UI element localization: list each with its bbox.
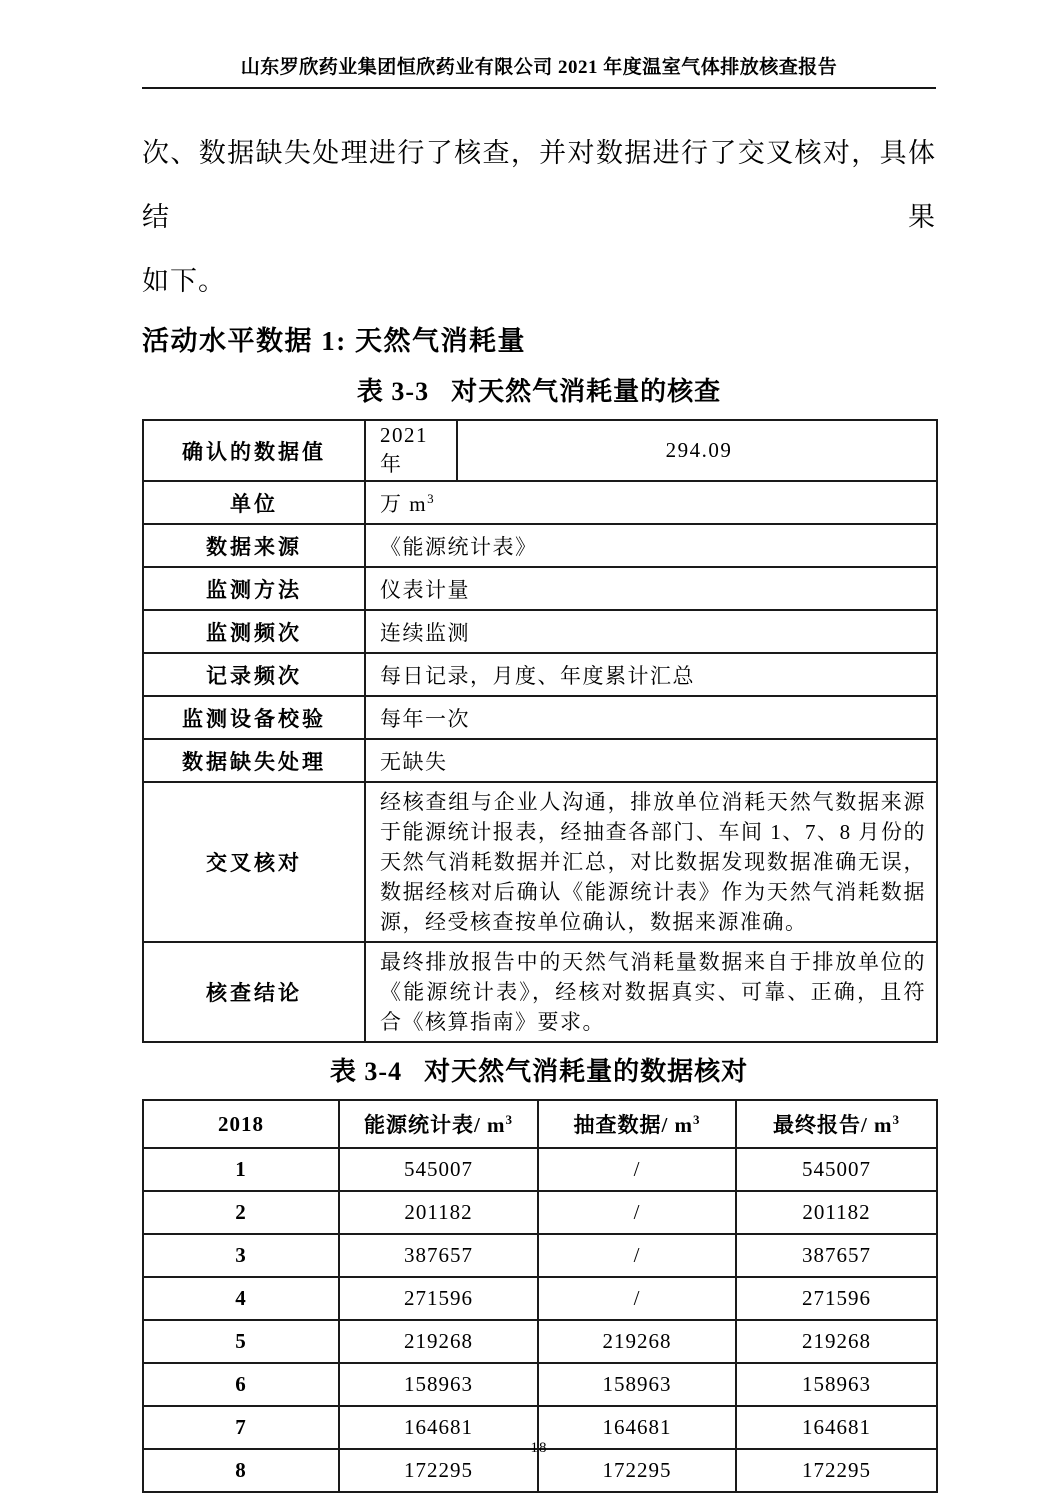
table33-title-number: 表 3-3 xyxy=(356,377,430,406)
verification-table-body xyxy=(143,420,937,1042)
row-label: 交叉核对 xyxy=(143,782,365,942)
table-row xyxy=(143,696,937,739)
row-index-cell: 2 xyxy=(143,1191,339,1234)
column-header-final-report xyxy=(736,1100,937,1148)
data-cell: 201182 xyxy=(736,1191,937,1234)
data-cell: 219268 xyxy=(339,1320,538,1363)
data-cell: 172295 xyxy=(339,1449,538,1492)
paragraph-line-1: 次、数据缺失处理进行了核查，并对数据进行了交叉核对，具体结果 xyxy=(142,138,936,232)
column-header-sample-data xyxy=(538,1100,736,1148)
row-label: 数据来源 xyxy=(143,524,365,567)
data-cell: 158963 xyxy=(339,1363,538,1406)
data-cell: 271596 xyxy=(736,1277,937,1320)
page-number: 18 xyxy=(530,1440,548,1456)
table-row-confirmed-value xyxy=(143,420,937,481)
row-value: 仪表计量 xyxy=(365,567,937,610)
table-row xyxy=(143,1148,937,1191)
row-index-cell: 5 xyxy=(143,1320,339,1363)
data-cell: / xyxy=(538,1277,736,1320)
row-index-cell: 4 xyxy=(143,1277,339,1320)
data-cell: 158963 xyxy=(736,1363,937,1406)
data-cell: 219268 xyxy=(538,1320,736,1363)
row-label: 监测方法 xyxy=(143,567,365,610)
row-index-cell: 7 xyxy=(143,1406,339,1449)
data-cell: / xyxy=(538,1191,736,1234)
column-header-year xyxy=(143,1100,339,1148)
table-row xyxy=(143,1320,937,1363)
data-cell: 172295 xyxy=(538,1449,736,1492)
data-cell: 164681 xyxy=(339,1406,538,1449)
row-index-cell: 6 xyxy=(143,1363,339,1406)
column-header-text: 能源统计表/ m xyxy=(363,1113,506,1137)
table-row xyxy=(143,1234,937,1277)
table-row xyxy=(143,481,937,524)
table33-title-text: 对天然气消耗量的核查 xyxy=(451,377,722,406)
table-row xyxy=(143,524,937,567)
confirmed-value-cell: 294.09 xyxy=(457,420,937,481)
data-cell: 271596 xyxy=(339,1277,538,1320)
table-row xyxy=(143,653,937,696)
row-label: 记录频次 xyxy=(143,653,365,696)
data-cell: 164681 xyxy=(736,1406,937,1449)
table-row xyxy=(143,1363,937,1406)
page-body xyxy=(142,121,936,1493)
table-row xyxy=(143,739,937,782)
row-value: 每日记录，月度、年度累计汇总 xyxy=(365,653,937,696)
column-header-text: 最终报告/ m xyxy=(772,1113,893,1137)
table-row xyxy=(143,567,937,610)
row-value: 每年一次 xyxy=(365,696,937,739)
page-header xyxy=(142,0,936,89)
data-cell: 387657 xyxy=(339,1234,538,1277)
section-heading: 活动水平数据 1: 天然气消耗量 xyxy=(142,326,526,356)
row-value: 《能源统计表》 xyxy=(365,524,937,567)
row-label: 确认的数据值 xyxy=(143,420,365,481)
row-value: 经核查组与企业人沟通，排放单位消耗天然气数据来源于能源统计报表，经抽查各部门、车间 1、7、8 月份的天然气消耗数据并汇总，对比数据发现数据准确无误，数据经核对后确认《能源统计表》作为天然气消耗数据源，经受核查按单位确认，数据来源准确。 xyxy=(365,782,937,942)
data-cell: 219268 xyxy=(736,1320,937,1363)
row-label: 监测频次 xyxy=(143,610,365,653)
table-row xyxy=(143,1191,937,1234)
column-header-sup: 3 xyxy=(505,1112,514,1127)
table-row xyxy=(143,782,937,942)
row-value: 万 $m^3$ xyxy=(365,481,937,524)
table-row xyxy=(143,942,937,1042)
table34-title-number: 表 3-4 xyxy=(329,1057,403,1086)
table-row xyxy=(143,1277,937,1320)
row-value: 连续监测 xyxy=(365,610,937,653)
row-label: 核查结论 xyxy=(143,942,365,1042)
data-cell: 387657 xyxy=(736,1234,937,1277)
data-cell: 164681 xyxy=(538,1406,736,1449)
data-cell: / xyxy=(538,1234,736,1277)
verification-table xyxy=(142,419,938,1043)
data-cell: / xyxy=(538,1148,736,1191)
column-header-sup: 3 xyxy=(693,1112,701,1127)
row-value: 最终排放报告中的天然气消耗量数据来自于排放单位的《能源统计表》，经核对数据真实、可靠、正确，且符合《核算指南》要求。 xyxy=(365,942,937,1042)
header-title: 山东罗欣药业集团恒欣药业有限公司 2021 年度温室气体排放核查报告 xyxy=(240,57,838,78)
paragraph-line-2: 如下。 xyxy=(142,266,226,296)
table-row xyxy=(143,610,937,653)
table-header-row xyxy=(143,1100,937,1148)
row-label: 数据缺失处理 xyxy=(143,739,365,782)
data-cell: 201182 xyxy=(339,1191,538,1234)
data-cell: 545007 xyxy=(339,1148,538,1191)
table34-title xyxy=(142,1051,936,1093)
table34-title-text: 对天然气消耗量的数据核对 xyxy=(424,1057,749,1086)
column-header-text: 抽查数据/ m xyxy=(573,1113,694,1137)
row-value: 无缺失 xyxy=(365,739,937,782)
column-header-energy-stat xyxy=(339,1100,538,1148)
row-label: 单位 xyxy=(143,481,365,524)
confirmed-year-cell: 2021 年 xyxy=(365,420,457,481)
data-cell: 545007 xyxy=(736,1148,937,1191)
row-index-cell: 8 xyxy=(143,1449,339,1492)
data-cell: 172295 xyxy=(736,1449,937,1492)
column-header-sup: 3 xyxy=(892,1112,901,1127)
row-index-cell: 1 xyxy=(143,1148,339,1191)
row-index-cell: 3 xyxy=(143,1234,339,1277)
table33-title xyxy=(142,371,936,413)
data-check-table xyxy=(142,1099,938,1493)
row-label: 监测设备校验 xyxy=(143,696,365,739)
data-cell: 158963 xyxy=(538,1363,736,1406)
superscript: 3 xyxy=(427,490,436,506)
column-header-text: 2018 xyxy=(218,1111,264,1136)
